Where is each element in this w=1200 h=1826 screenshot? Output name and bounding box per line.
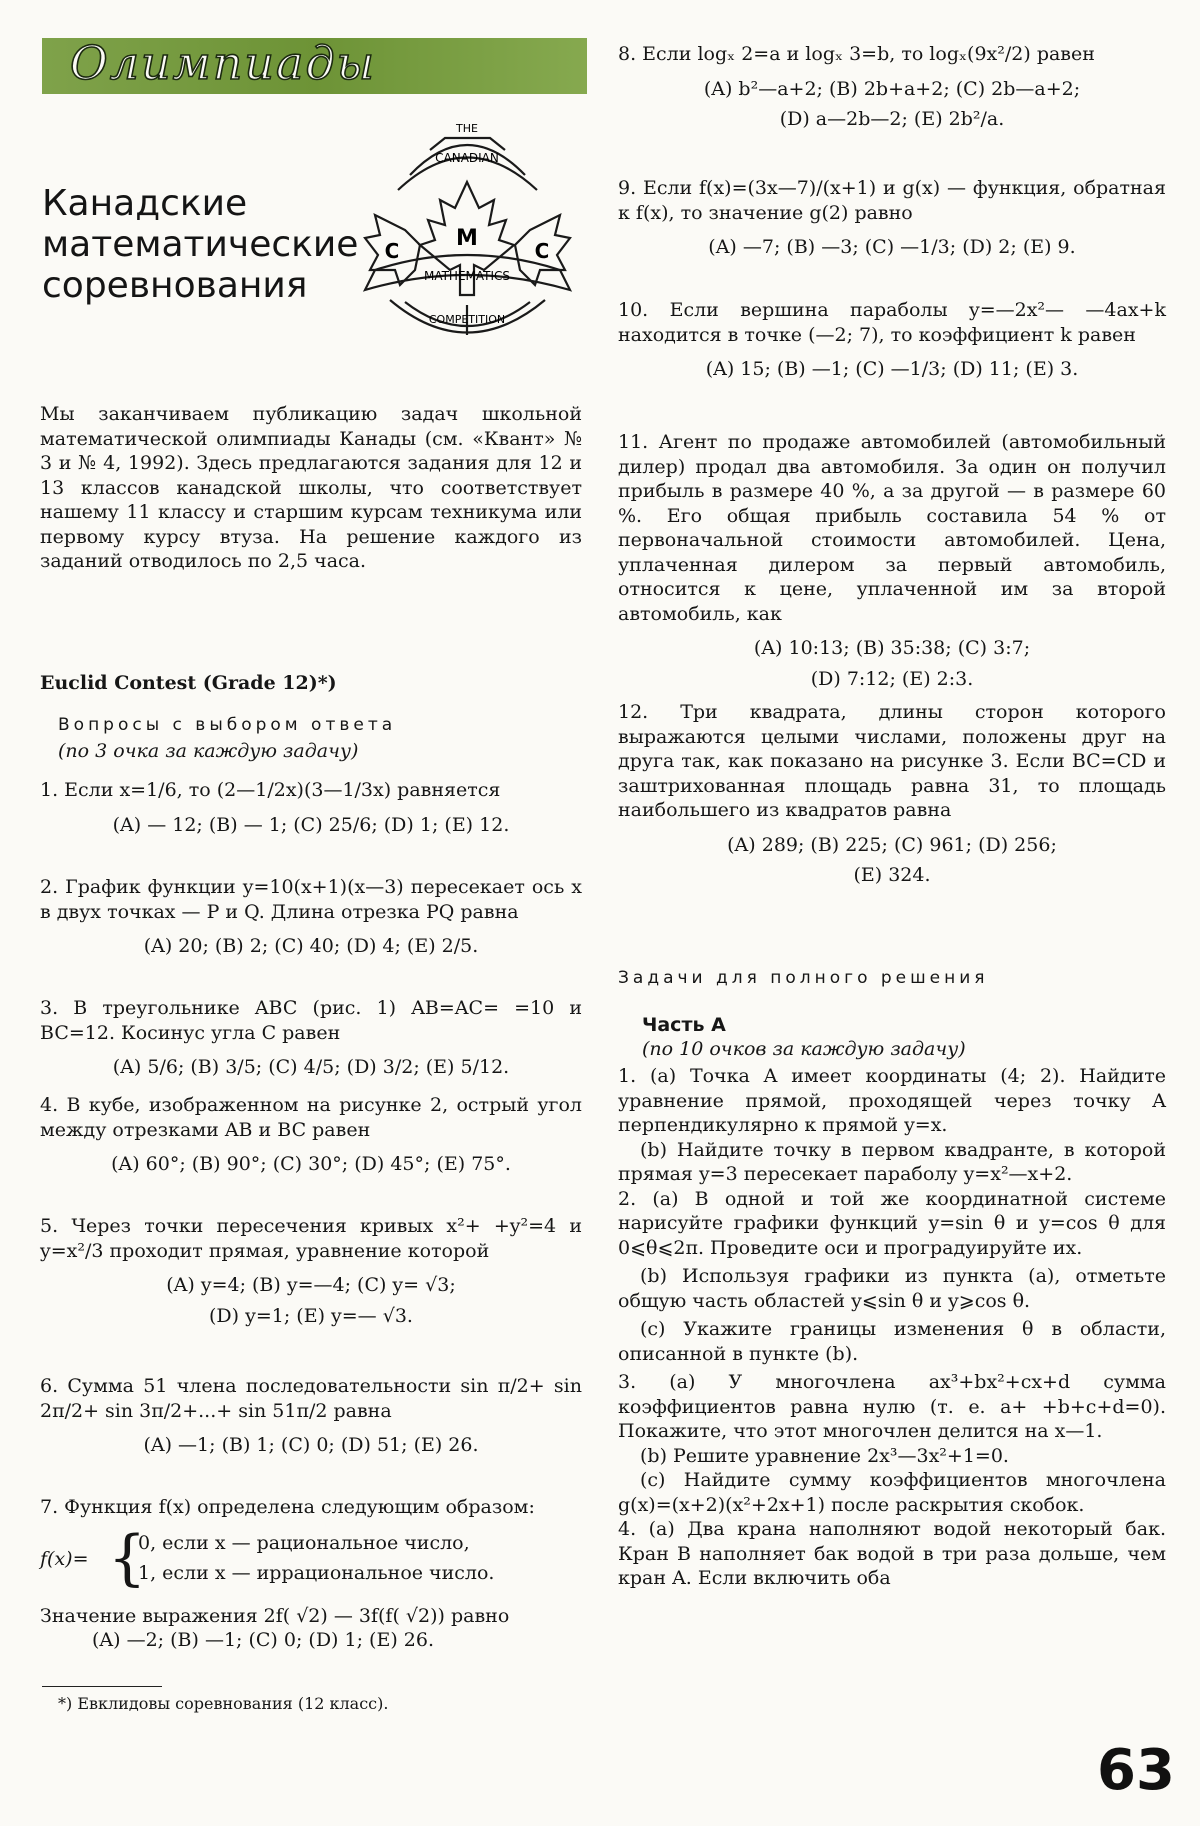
problem-12-answers-a: (A) 289; (B) 225; (C) 961; (D) 256; [727, 833, 1057, 856]
full-solution-heading: Задачи для полного решения [618, 968, 989, 988]
emblem-letter-m: M [456, 226, 478, 251]
problem-7-answers: (A) —2; (B) —1; (C) 0; (D) 1; (E) 26. [92, 1629, 434, 1651]
problem-11-answers-a: (A) 10:13; (B) 35:38; (C) 3:7; [753, 637, 1031, 659]
full-problem-2c: (c) Укажите границы изменения θ в области, описанной в пункте (b). [618, 1318, 1166, 1365]
problem-7: 7. Функция f(x) определена следующим образом: f(x)= { 0, если x — рациональное число, 1, если x — иррациональное число. Значение выражения 2f( √2) — 3f(f( √2)) равно (A) —2; (B) —1; (C) 0; (D) 1; (E) 26. [40, 1495, 582, 1653]
section-script-title: Олимпиады [70, 36, 377, 90]
emblem-letter-c-left: C [384, 239, 400, 263]
problem-6-answers: (A) —1; (B) 1; (C) 0; (D) 51; (E) 26. [143, 1434, 479, 1456]
mc-heading: Вопросы с выбором ответа [58, 715, 397, 735]
problem-8-answers-a: (A) b²—a+2; (B) 2b+a+2; (C) 2b—a+2; [703, 77, 1081, 100]
full-problem-2a: 2. (a) В одной и той же координатной системе нарисуйте графики функций y=sin θ и y=cos θ для 0⩽θ⩽2π. Проведите оси и проградуируйте их. [618, 1187, 1166, 1259]
problem-10-answers: (A) 15; (B) —1; (C) —1/3; (D) 11; (E) 3. [705, 358, 1079, 380]
full-problems [618, 1064, 1166, 1591]
part-a-points-note: (по 10 очков за каждую задачу) [642, 1038, 966, 1060]
problem-11: 11. Агент по продаже автомобилей (автомобильный дилер) продал два автомобиля. За один он получил прибыль в размере 40 %, а за другой — в размере 60 %. Его общая прибыль составила 54 % от первоначальной стоимости автомобилей. Цена, уплаченная дилером за первый автомобиль, относится к цене, уплаченной им за второй автомобиль, как (A) 10:13; (B) 35:38; (C) 3:7; (D) 7:12; (E) 2:3. [618, 431, 1166, 690]
problem-11-answers-b: (D) 7:12; (E) 2:3. [810, 667, 974, 690]
problem-12-answers-b: (E) 324. [853, 864, 931, 886]
problem-1-answers: (A) — 12; (B) — 1; (C) 25/6; (D) 1; (E) 12. [112, 813, 510, 836]
intro-paragraph: Мы заканчиваем публикацию задач школьной математической олимпиады Канады (см. «Квант» № 3 и № 4, 1992). Здесь предлагаются задания для 12 и 13 классов канадской школы, что соответствует нашему 11 классу и старшим курсам техникума или первому курсу втуза. На решение каждого из заданий отводилось по 2,5 часа. [40, 403, 582, 572]
section-banner [42, 38, 587, 94]
problem-4: 4. В кубе, изображенном на рисунке 2, острый угол между отрезками AB и BC равен (A) 60°; (B) 90°; (C) 30°; (D) 45°; (E) 75°. [40, 1094, 582, 1175]
emblem-text-competition: COMPETITION [428, 313, 506, 326]
problem-5-answers-b: (D) y=1; (E) y=— √3. [209, 1304, 413, 1327]
problem-1: 1. Если x=1/6, то (2—1/2x)(3—1/3x) равняется (A) — 12; (B) — 1; (C) 25/6; (D) 1; (E) 12. [40, 778, 582, 837]
brace-symbol: { [108, 1522, 147, 1593]
part-a-heading: Часть А [642, 1014, 726, 1036]
problem-3-answers: (A) 5/6; (B) 3/5; (C) 4/5; (D) 3/2; (E) 5/12. [112, 1056, 510, 1078]
problem-12: 12. Три квадрата, длины сторон которого выражаются целыми числами, положены друг на друга так, как показано на рисунке 3. Если BC=CD и заштрихованная площадь равна 31, то площадь наибольшего из квадратов равна (A) 289; (B) 225; (C) 961; (D) 256; (E) 324. [618, 701, 1166, 886]
emblem-text-mathematics: MATHEMATICS [423, 269, 511, 283]
contest-title: Euclid Contest (Grade 12)*) [40, 672, 337, 694]
problem-4-answers: (A) 60°; (B) 90°; (C) 30°; (D) 45°; (E) 75°. [111, 1153, 511, 1175]
problem-2: 2. График функции y=10(x+1)(x—3) пересекает ось x в двух точках — P и Q. Длина отрезка PQ равна (A) 20; (B) 2; (C) 40; (D) 4; (E) 2/5. [40, 876, 582, 957]
emblem-text-the: THE [456, 122, 478, 135]
full-problem-2b: (b) Используя графики из пункта (a), отметьте общую часть областей y⩽sin θ и y⩾cos θ. [618, 1265, 1166, 1312]
full-problem-4a: 4. (a) Два крана наполняют водой некоторый бак. Кран B наполняет бак водой в три раза дольше, чем кран A. Если включить оба [618, 1518, 1166, 1589]
full-problem-3b: (b) Решите уравнение 2x³—3x²+1=0. [640, 1444, 1009, 1467]
piecewise-definition: f(x)= { 0, если x — рациональное число, 1, если x — иррациональное число. [40, 1522, 495, 1593]
problem-5-answers-a: (A) y=4; (B) y=—4; (C) y= √3; [166, 1274, 456, 1296]
page-number: 63 [1097, 1738, 1175, 1803]
mc-points-note: (по 3 очка за каждую задачу) [58, 740, 359, 762]
full-problem-1b: (b) Найдите точку в первом квадранте, в которой прямая y=3 пересекает параболу y=x²—x+2. [618, 1138, 1166, 1185]
emblem-text-canadian: CANADIAN [435, 151, 499, 165]
cmc-emblem-logo [360, 120, 575, 375]
problem-9: 9. Если f(x)=(3x—7)/(x+1) и g(x) — функция, обратная к f(x), то значение g(2) равно (A) —7; (B) —3; (C) —1/3; (D) 2; (E) 9. [618, 177, 1166, 258]
footnote-divider [42, 1686, 162, 1687]
full-problem-3c: (c) Найдите сумму коэффициентов многочлена g(x)=(x+2)(x²+2x+1) после раскрытия скобок. [618, 1469, 1166, 1516]
problem-8-answers-b: (D) a—2b—2; (E) 2b²/a. [779, 108, 1005, 130]
problem-3: 3. В треугольнике ABC (рис. 1) AB=AC= =10 и BC=12. Косинус угла C равен (A) 5/6; (B) 3/5; (C) 4/5; (D) 3/2; (E) 5/12. [40, 997, 582, 1078]
article-title: Канадские математические соревнования [42, 183, 359, 306]
problem-6: 6. Сумма 51 члена последовательности sin π/2+ sin 2π/2+ sin 3π/2+...+ sin 51π/2 равна (A) —1; (B) 1; (C) 0; (D) 51; (E) 26. [40, 1375, 582, 1456]
problem-10: 10. Если вершина параболы y=—2x²— —4ax+k находится в точке (—2; 7), то коэффициент k равен (A) 15; (B) —1; (C) —1/3; (D) 11; (E) 3. [618, 299, 1166, 380]
problem-9-answers: (A) —7; (B) —3; (C) —1/3; (D) 2; (E) 9. [708, 236, 1076, 258]
emblem-letter-c-right: C [534, 239, 550, 263]
full-problem-3a: 3. (a) У многочлена ax³+bx²+cx+d сумма коэффициентов равна нулю (т. е. a+ +b+c+d=0). Покажите, что этот многочлен делится на x—1. [618, 1371, 1166, 1442]
footnote: *) Евклидовы соревнования (12 класс). [58, 1694, 389, 1713]
problem-5: 5. Через точки пересечения кривых x²+ +y²=4 и y=x²/3 проходит прямая, уравнение которой (A) y=4; (B) y=—4; (C) y= √3; (D) y=1; (E) y=— √3. [40, 1215, 582, 1327]
full-problem-1a: 1. (a) Точка A имеет координаты (4; 2). Найдите уравнение прямой, проходящей через точку A перпендикулярно к прямой y=x. [618, 1065, 1166, 1136]
problem-8: 8. Если logₓ 2=a и logₓ 3=b, то logₓ(9x²/2) равен (A) b²—a+2; (B) 2b+a+2; (C) 2b—a+2; (D) a—2b—2; (E) 2b²/a. [618, 42, 1166, 132]
problem-2-answers: (A) 20; (B) 2; (C) 40; (D) 4; (E) 2/5. [143, 935, 479, 957]
